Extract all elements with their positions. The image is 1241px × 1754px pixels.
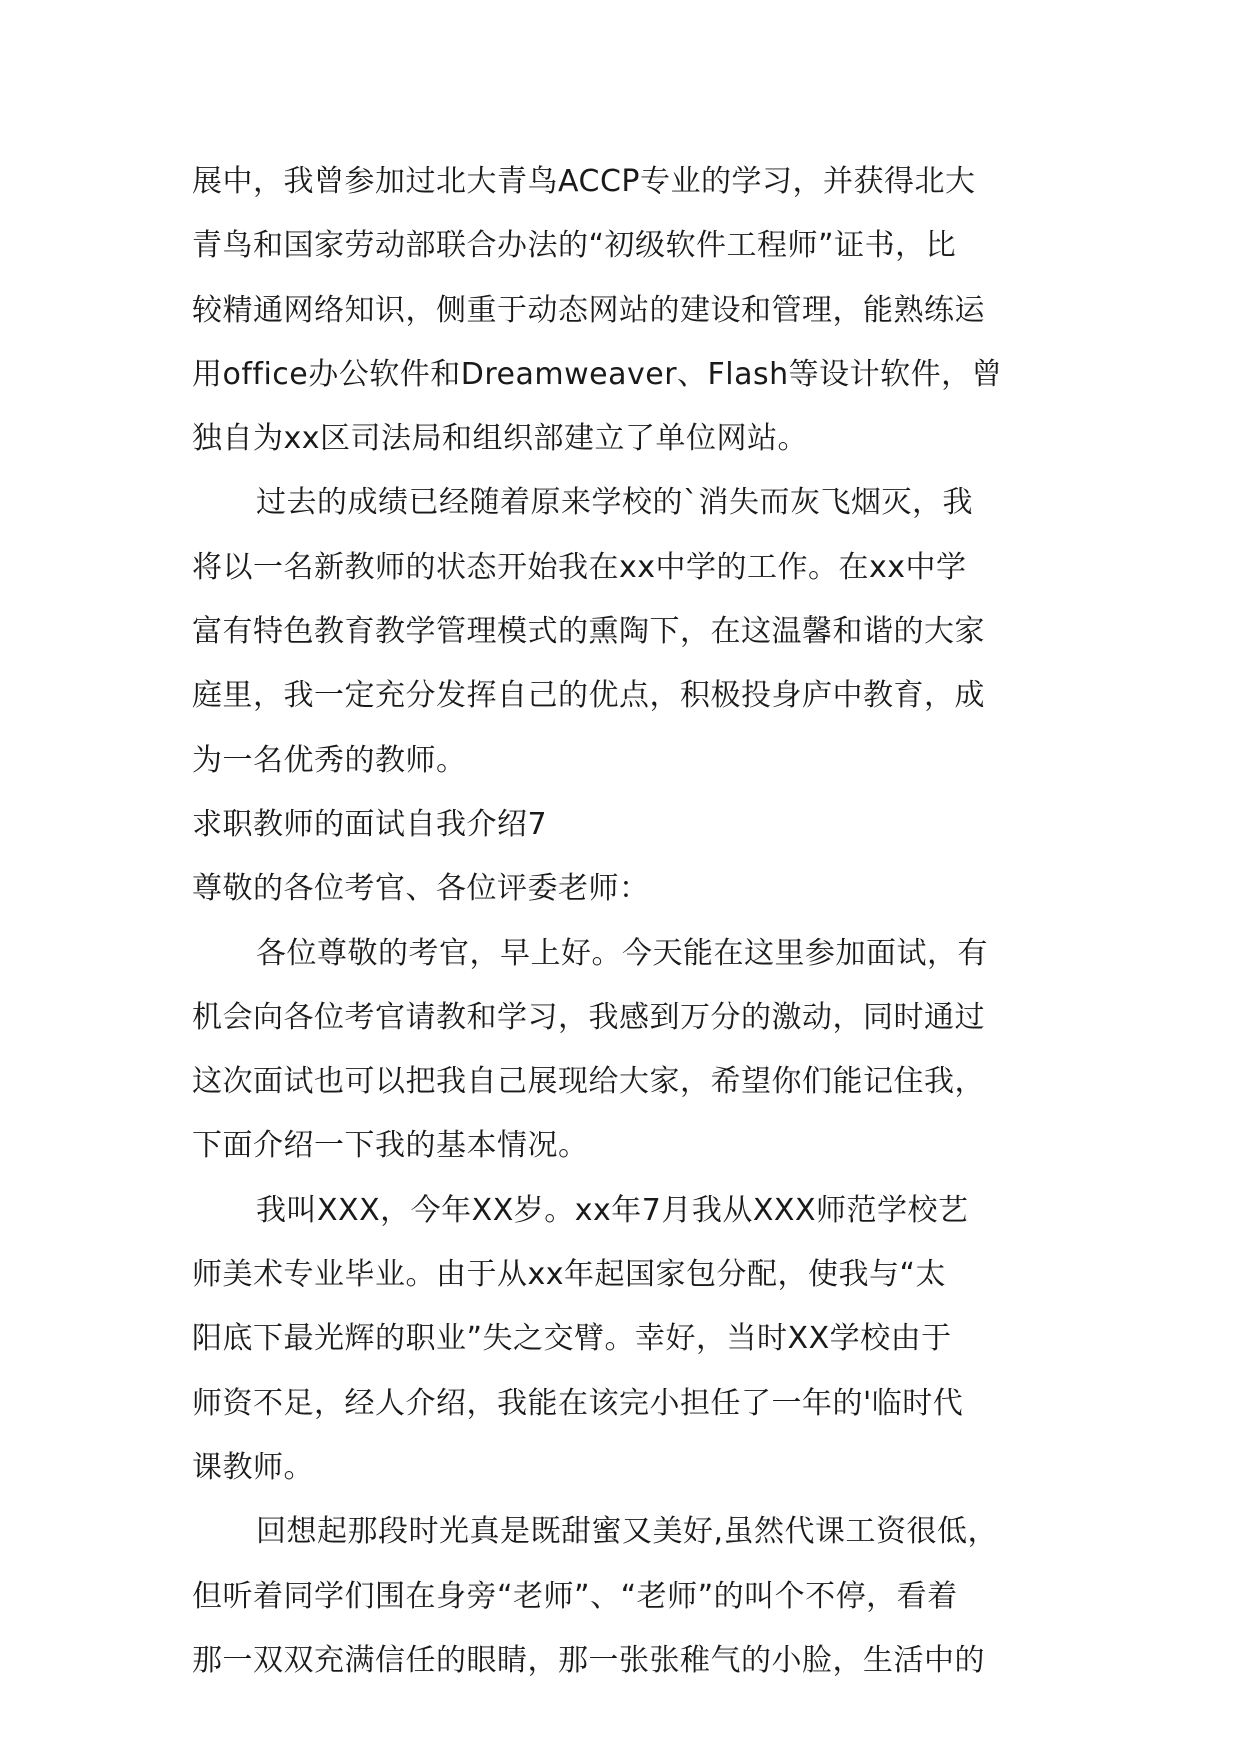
text-line: 富有特色教育教学管理模式的熏陶下，在这温馨和谐的大家: [192, 614, 985, 650]
paragraph-first-line: 回想起那段时光真是既甜蜜又美好,虽然代课工资很低，: [256, 1514, 999, 1550]
text-line: 师美术专业毕业。由于从xx年起国家包分配，使我与“太: [192, 1257, 947, 1293]
text-line: 那一双双充满信任的眼睛，那一张张稚气的小脸，生活中的: [192, 1642, 985, 1678]
text-line: 较精通网络知识，侧重于动态网站的建设和管理，能熟练运: [192, 292, 985, 328]
paragraph-first-line: 过去的成绩已经随着原来学校的`消失而灰飞烟灭，我: [256, 485, 973, 521]
paragraph-first-line: 各位尊敬的考官，早上好。今天能在这里参加面试，有: [256, 935, 988, 971]
section-heading: 求职教师的面试自我介绍7: [192, 806, 548, 842]
text-line: 将以一名新教师的状态开始我在xx中学的工作。在xx中学: [192, 549, 967, 585]
text-line: 青鸟和国家劳动部联合办法的“初级软件工程师”证书，比: [192, 228, 957, 264]
salutation: 尊敬的各位考官、各位评委老师：: [192, 871, 650, 907]
text-line: 独自为xx区司法局和组织部建立了单位网站。: [192, 421, 809, 457]
text-line: 但听着同学们围在身旁“老师”、“老师”的叫个不停，看着: [192, 1578, 958, 1614]
text-line: 阳底下最光辉的职业”失之交臂。幸好，当时XX学校由于: [192, 1321, 952, 1357]
text-line: 师资不足，经人介绍，我能在该完小担任了一年的'临时代: [192, 1385, 964, 1421]
paragraph-first-line: 我叫XXX，今年XX岁。xx年7月我从XXX师范学校艺: [256, 1192, 969, 1228]
text-line: 课教师。: [192, 1449, 314, 1485]
text-line: 这次面试也可以把我自己展现给大家，希望你们能记住我，: [192, 1064, 985, 1100]
text-line: 为一名优秀的教师。: [192, 742, 467, 778]
text-line: 用office办公软件和Dreamweaver、Flash等设计软件，曾: [192, 356, 1003, 392]
text-line: 下面介绍一下我的基本情况。: [192, 1128, 589, 1164]
text-line: 机会向各位考官请教和学习，我感到万分的激动，同时通过: [192, 999, 985, 1035]
text-line: 展中，我曾参加过北大青鸟ACCP专业的学习，并获得北大: [192, 164, 976, 199]
text-line: 庭里，我一定充分发挥自己的优点，积极投身庐中教育，成: [192, 678, 985, 714]
document-body: [192, 150, 1052, 1693]
